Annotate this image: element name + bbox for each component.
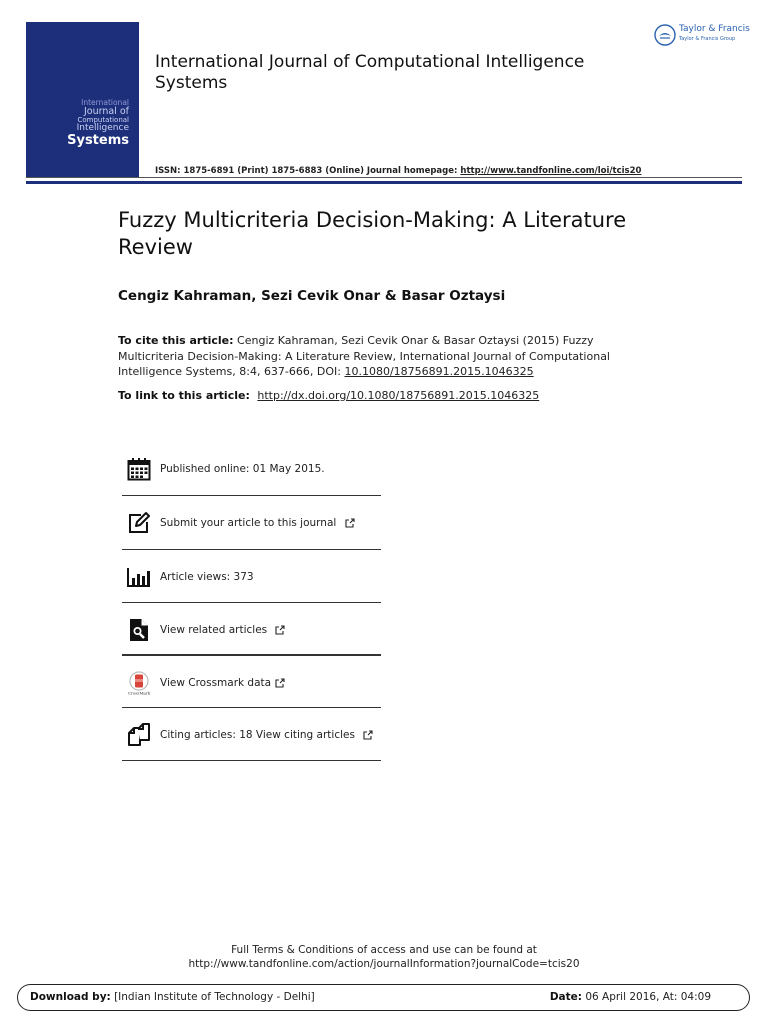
published-date: Published online: 01 May 2015. — [160, 462, 325, 475]
search-document-icon — [127, 618, 151, 642]
terms-notice — [0, 943, 768, 971]
issn-text: ISSN: 1875-6891 (Print) 1875-6883 (Online) Journal homepage: — [155, 166, 458, 176]
publisher-sub: Taylor & Francis Group — [679, 36, 736, 42]
header-rule-blue — [26, 181, 742, 184]
taylor-francis-logo-icon — [654, 24, 676, 46]
submit-article-link[interactable] — [122, 496, 381, 549]
header-rule — [26, 177, 742, 178]
date-label: Date: — [549, 991, 582, 1003]
cover-line: Computational — [77, 115, 129, 124]
article-title: Fuzzy Multicriteria Decision-Making: A Literature Review — [118, 208, 627, 259]
citation-block — [118, 333, 638, 380]
cover-line: International — [81, 98, 129, 107]
external-link-icon — [363, 730, 373, 740]
citing-articles-link[interactable] — [122, 708, 381, 761]
external-link-icon — [275, 625, 285, 635]
download-info-bar — [17, 984, 750, 1011]
terms-line: Full Terms & Conditions of access and use can be found at — [231, 944, 537, 956]
link-block — [118, 389, 539, 402]
issn-line — [155, 166, 641, 176]
download-date — [550, 991, 711, 1003]
citing-icon — [127, 723, 151, 747]
crossmark-label: View Crossmark data — [160, 676, 272, 689]
cover-line: Journal of — [83, 105, 129, 117]
journal-homepage-link[interactable]: http://www.tandfonline.com/loi/tcis20 — [460, 166, 642, 176]
article-views-row — [122, 550, 381, 603]
cite-label: To cite this article: — [118, 334, 234, 347]
journal-cover — [26, 22, 139, 177]
cover-line: Systems — [67, 132, 129, 148]
calendar-icon — [127, 457, 151, 481]
doi-link[interactable]: 10.1080/18756891.2015.1046325 — [344, 365, 534, 378]
related-articles-label: View related articles — [160, 623, 268, 636]
crossmark-link[interactable] — [122, 656, 381, 709]
link-label: To link to this article: — [118, 389, 250, 402]
external-link-icon — [345, 518, 355, 528]
external-link-icon — [275, 678, 285, 688]
cite-text: Cengiz Kahraman, Sezi Cevik Onar & Basar Oztaysi (2015) Fuzzy Multicriteria Decision-Making: A Literature Review, International Journal of Computational Intelligence Systems, 8:4, 637-666, DOI: — [118, 334, 610, 378]
crossmark-logo-text: CrossMark — [127, 690, 151, 695]
terms-url[interactable]: http://www.tandfonline.com/action/journalInformation?journalCode=tcis20 — [188, 958, 580, 970]
article-authors: Cengiz Kahraman, Sezi Cevik Onar & Basar Oztaysi — [118, 288, 506, 304]
publisher-name: Taylor & Francis — [679, 24, 750, 34]
citing-articles-label: Citing articles: 18 View citing articles — [160, 728, 355, 741]
download-value: [Indian Institute of Technology - Delhi] — [114, 991, 315, 1003]
published-row — [122, 442, 381, 495]
crossmark-icon — [127, 671, 151, 695]
download-label: Download by: — [30, 991, 111, 1003]
article-doi-url-link[interactable]: http://dx.doi.org/10.1080/18756891.2015.1046325 — [257, 389, 540, 402]
article-views: Article views: 373 — [160, 570, 254, 583]
edit-icon — [127, 511, 151, 535]
panel-divider — [122, 760, 381, 761]
download-by — [30, 991, 315, 1003]
bar-chart-icon — [127, 565, 151, 589]
publisher-logo[interactable] — [654, 22, 749, 48]
related-articles-link[interactable] — [122, 603, 381, 656]
cover-line: Intelligence — [76, 123, 129, 134]
journal-title: International Journal of Computational Intelligence Systems — [155, 52, 585, 93]
submit-article-label: Submit your article to this journal — [160, 516, 337, 529]
date-value: 06 April 2016, At: 04:09 — [585, 991, 711, 1003]
